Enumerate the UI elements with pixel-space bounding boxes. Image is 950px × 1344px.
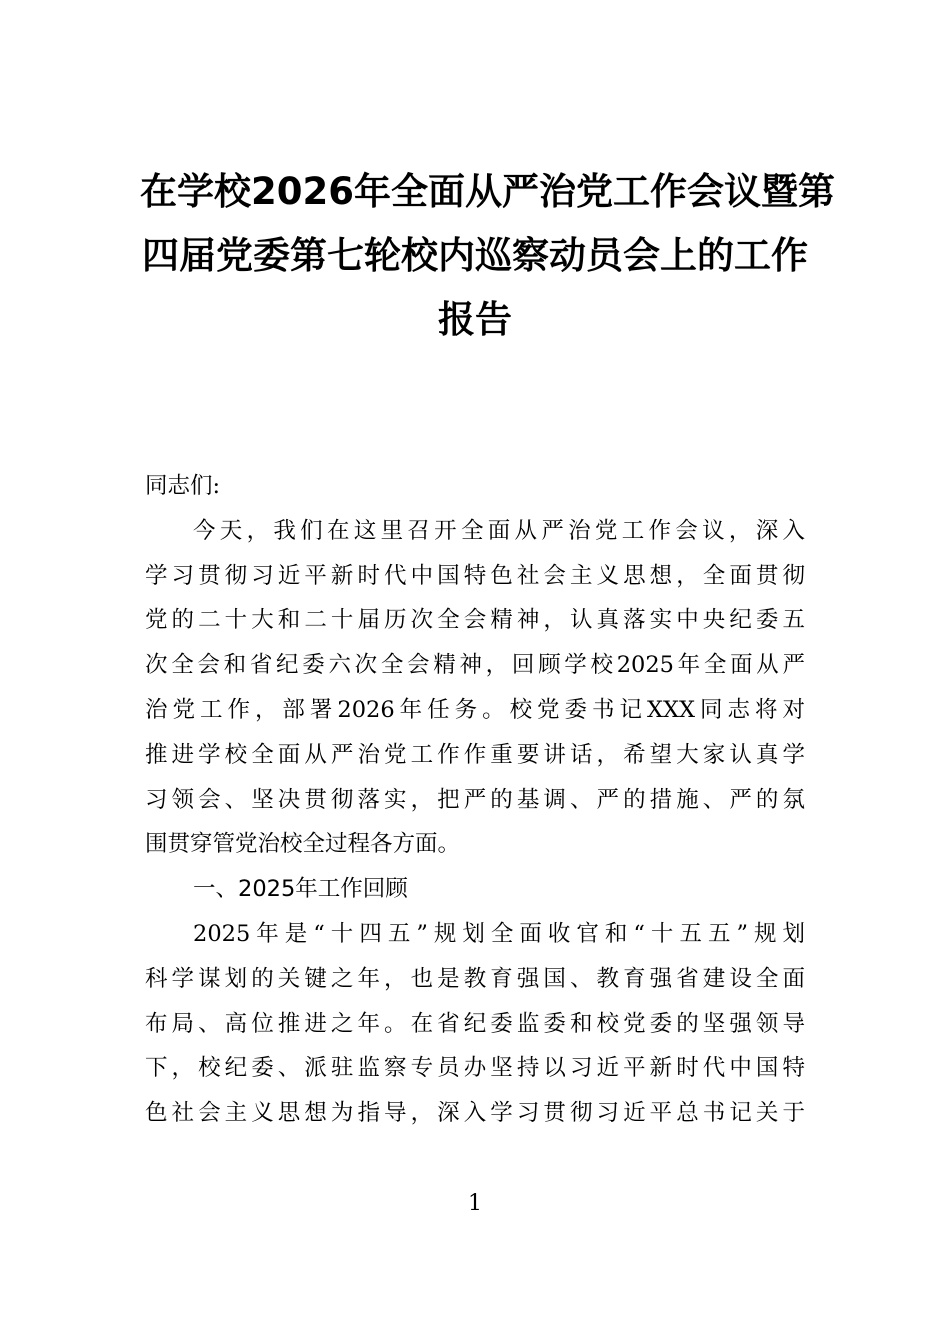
page-number: 1: [468, 1191, 482, 1216]
paragraph-line: 下，校纪委、派驻监察专员办坚持以习近平新时代中国特: [145, 1055, 805, 1082]
paragraph-line: 习领会、坚决贯彻落实，把严的基调、严的措施、严的氛: [145, 786, 805, 813]
paragraph-line: 治党工作，部署2026年任务。校党委书记XXX同志将对: [145, 696, 805, 723]
title-line: 在学校2026年全面从严治党工作会议暨第: [140, 170, 835, 213]
paragraph-line: 布局、高位推进之年。在省纪委监委和校党委的坚强领导: [145, 1010, 805, 1037]
paragraph-intro: [145, 509, 805, 867]
document-body: [145, 464, 805, 1136]
section-heading: 一、2025年工作回顾: [193, 876, 408, 903]
paragraph-line: 次全会和省纪委六次全会精神，回顾学校2025年全面从严: [145, 652, 805, 679]
paragraph-line: 学习贯彻习近平新时代中国特色社会主义思想，全面贯彻: [145, 562, 805, 589]
title-line: 四届党委第七轮校内巡察动员会上的工作: [142, 234, 808, 277]
paragraph-line: 推进学校全面从严治党工作作重要讲话，希望大家认真学: [145, 741, 805, 768]
document-title: [140, 160, 835, 352]
paragraph-line: 党的二十大和二十届历次全会精神，认真落实中央纪委五: [145, 607, 805, 634]
paragraph-line: 2025年是“十四五”规划全面收官和“十五五”规划: [193, 920, 805, 947]
salutation: 同志们:: [145, 473, 221, 499]
paragraph-line: 色社会主义思想为指导，深入学习贯彻习近平总书记关于: [145, 1100, 805, 1127]
paragraph-line: 科学谋划的关键之年，也是教育强国、教育强省建设全面: [145, 965, 805, 992]
title-line: 报告: [438, 298, 512, 341]
paragraph-review: [145, 912, 805, 1136]
paragraph-line: 今天，我们在这里召开全面从严治党工作会议，深入: [193, 517, 805, 544]
paragraph-line: 围贯穿管党治校全过程各方面。: [145, 831, 461, 858]
